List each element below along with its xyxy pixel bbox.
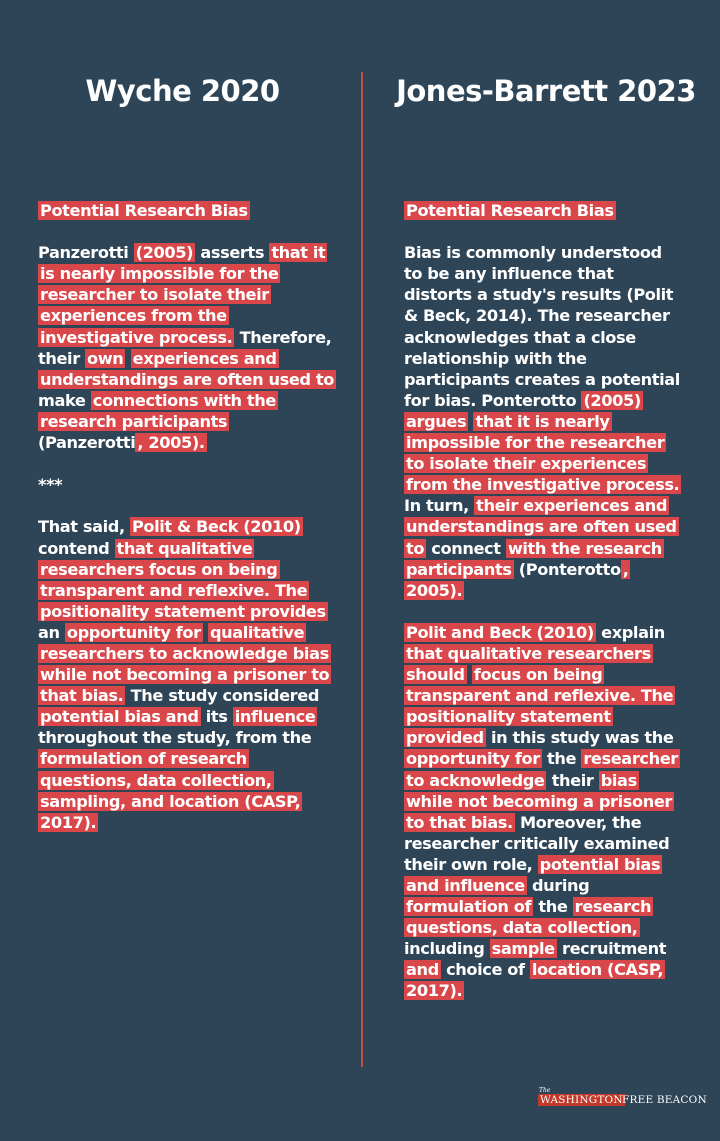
logo-washington: WASHINGTON bbox=[540, 1094, 623, 1106]
plain-text: Moreover, the researcher critically examined their own role, bbox=[404, 812, 670, 874]
highlighted-text: researcher to acknowledge bbox=[406, 749, 678, 790]
highlighted-text: formulation of bbox=[406, 897, 532, 917]
plain-text: make bbox=[38, 390, 91, 410]
plain-text: its bbox=[200, 707, 233, 727]
highlighted-text: their experiences and understandings are often used to bbox=[406, 496, 677, 558]
highlighted-text: connections with the research participants bbox=[40, 390, 276, 431]
plain-text: (Panzerotti bbox=[38, 433, 136, 453]
right-column-text bbox=[404, 200, 682, 1023]
plain-text: *** bbox=[38, 475, 63, 495]
plain-text: the bbox=[533, 897, 573, 917]
plain-text: Bias is commonly understood to be any influence that distorts a study's results (Polit & Beck, 2014). The researcher acknowledges that a close relationship with the participants creates a potential for bias. Ponterotto bbox=[404, 243, 680, 410]
highlighted-text: bias while not becoming a prisoner to that bias. bbox=[406, 770, 672, 832]
highlighted-text: that it is nearly impossible for the researcher to isolate their experiences from the investigative process. bbox=[40, 243, 326, 347]
highlighted-text: own bbox=[87, 348, 124, 368]
highlighted-text: potential bias and bbox=[40, 707, 199, 727]
right-section-heading: Potential Research Bias bbox=[406, 201, 614, 220]
plain-text: the bbox=[541, 749, 582, 769]
plain-text: asserts bbox=[195, 243, 270, 263]
plain-text: In turn, bbox=[404, 496, 475, 516]
plain-text: recruitment bbox=[556, 939, 667, 959]
plain-text: including bbox=[404, 939, 490, 959]
highlighted-text: , 2005). bbox=[137, 433, 205, 453]
left-paragraph bbox=[38, 242, 338, 453]
highlighted-text: (2005) bbox=[583, 390, 641, 410]
highlighted-text: research questions, data collection, bbox=[406, 897, 652, 938]
left-section-heading: Potential Research Bias bbox=[40, 201, 248, 220]
column-divider bbox=[361, 72, 363, 1067]
highlighted-text: argues bbox=[406, 411, 467, 431]
plain-text: choice of bbox=[440, 960, 530, 980]
right-paragraph bbox=[404, 242, 682, 601]
highlighted-text: Polit & Beck (2010) bbox=[131, 517, 301, 537]
left-column-title: Wyche 2020 bbox=[85, 74, 280, 108]
highlighted-text: potential bias and influence bbox=[406, 854, 661, 895]
highlighted-text: experiences and understandings are often used to bbox=[40, 348, 334, 389]
plain-text: an bbox=[38, 622, 65, 642]
right-column-title: Jones-Barrett 2023 bbox=[396, 74, 696, 108]
plain-text: Panzerotti bbox=[38, 243, 134, 263]
logo-free-beacon: FREE BEACON bbox=[622, 1094, 707, 1106]
highlighted-text: influence bbox=[234, 707, 316, 727]
highlighted-text: that qualitative researchers focus on being transparent and reflexive. The positionality statement provides bbox=[40, 538, 326, 621]
left-paragraph bbox=[38, 516, 338, 832]
right-paragraph bbox=[404, 622, 682, 1002]
plain-text bbox=[467, 665, 472, 684]
plain-text: their bbox=[546, 770, 599, 790]
highlighted-text: opportunity for bbox=[406, 749, 540, 769]
plain-text: That said, bbox=[38, 517, 130, 537]
highlighted-text: with the research participants bbox=[406, 538, 662, 579]
plain-text: The study considered bbox=[125, 686, 320, 706]
plain-text: contend bbox=[38, 538, 115, 558]
logo-the: The bbox=[539, 1087, 551, 1094]
plain-text bbox=[125, 349, 130, 368]
highlighted-text: Polit and Beck (2010) bbox=[406, 622, 594, 642]
highlighted-text: formulation of research questions, data collection, sampling, and location (CASP, 2017). bbox=[40, 749, 301, 832]
free-beacon-logo bbox=[538, 1087, 708, 1109]
left-separator bbox=[38, 474, 338, 495]
highlighted-text: that qualitative researchers should bbox=[406, 643, 651, 685]
highlighted-text: , 2005). bbox=[406, 559, 629, 600]
highlighted-text: focus on being transparent and reflexive. The positionality statement provided bbox=[406, 665, 674, 748]
left-column-text bbox=[38, 200, 338, 854]
plain-text: in this study was the bbox=[485, 728, 674, 748]
highlighted-text: and bbox=[406, 960, 439, 980]
highlighted-text: qualitative researchers to acknowledge bias while not becoming a prisoner to that bias. bbox=[40, 622, 330, 706]
highlighted-text: sample bbox=[491, 939, 555, 959]
plain-text: during bbox=[526, 876, 590, 895]
highlighted-text: (2005) bbox=[135, 243, 194, 263]
plain-text: Therefore, their bbox=[38, 327, 332, 368]
plain-text: throughout the study, from the bbox=[38, 728, 312, 748]
plain-text: connect bbox=[426, 538, 506, 558]
plain-text: (Ponterotto bbox=[513, 559, 621, 579]
highlighted-text: that it is nearly impossible for the researcher to isolate their experiences from the investigative process. bbox=[406, 411, 680, 495]
highlighted-text: opportunity for bbox=[66, 622, 201, 642]
highlighted-text: location (CASP, 2017). bbox=[406, 960, 664, 1001]
plain-text: explain bbox=[595, 622, 665, 642]
